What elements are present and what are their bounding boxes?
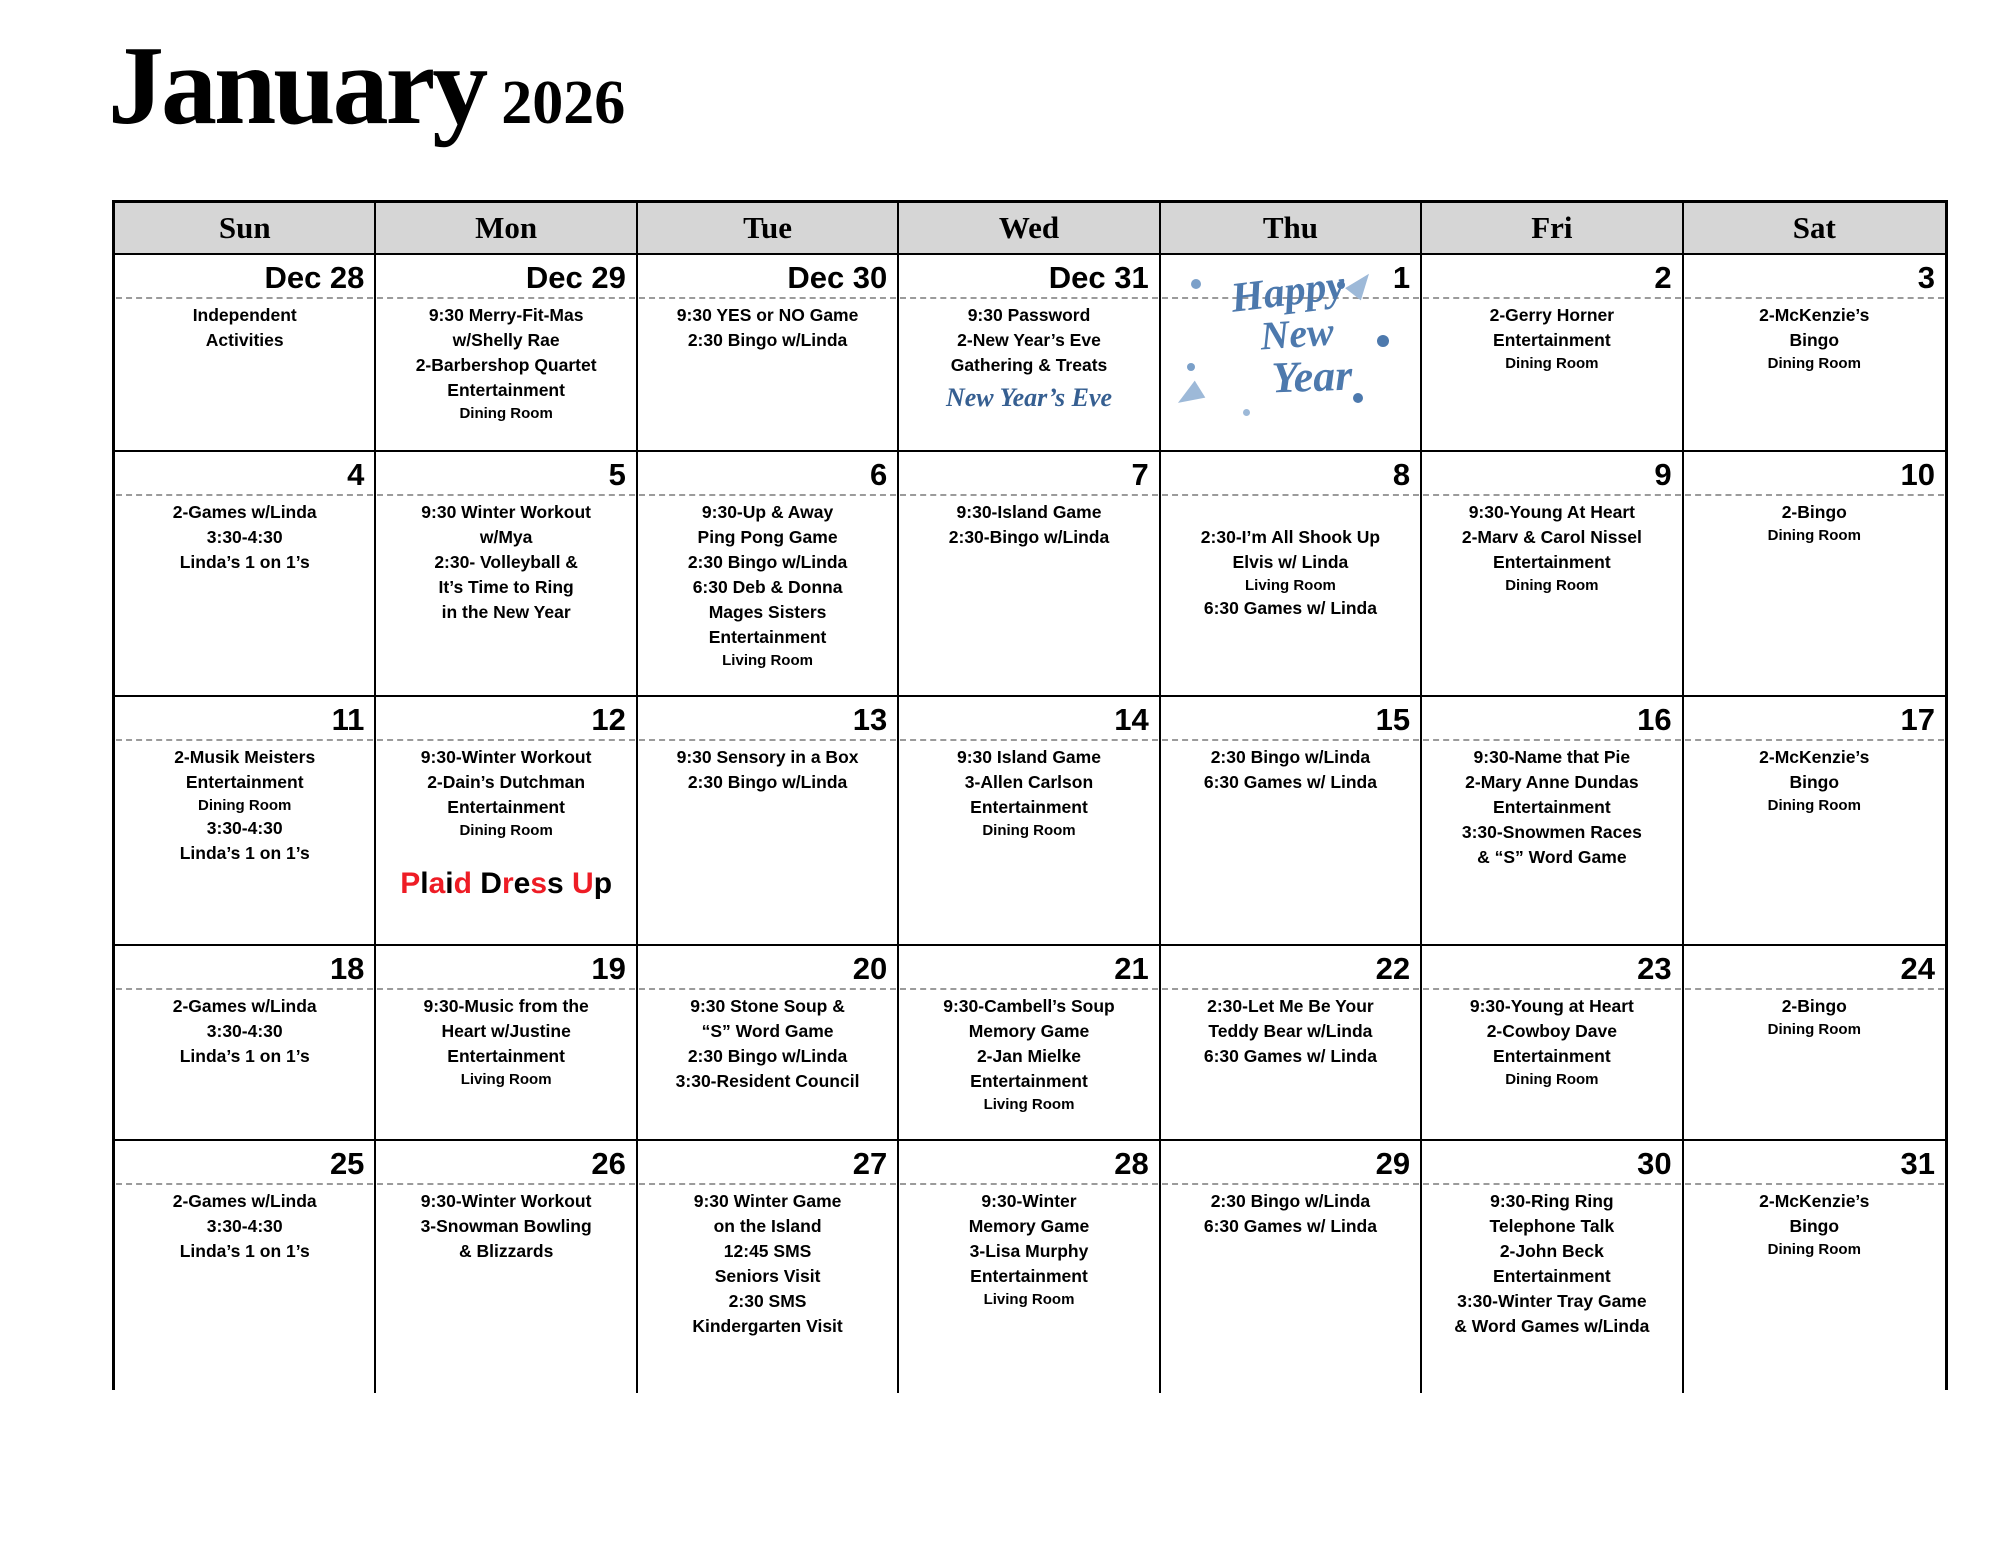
- event-line: Entertainment: [447, 380, 565, 400]
- weekday-header-wed: Wed: [899, 203, 1160, 255]
- plaid-dress-up-label: [376, 867, 635, 901]
- event-room: Living Room: [1245, 577, 1336, 594]
- day-number: 24: [1900, 951, 1935, 986]
- event-line: 6:30 Games w/ Linda: [1203, 1046, 1377, 1066]
- event-line: Bingo: [1789, 772, 1840, 792]
- event-room: Dining Room: [1767, 797, 1861, 814]
- day-number: 21: [1114, 951, 1149, 986]
- day-cell-26: [376, 1141, 637, 1393]
- day-number: 19: [591, 951, 626, 986]
- event-room: Living Room: [460, 1071, 552, 1088]
- plaid-letter: P: [400, 867, 421, 900]
- day-number: 2: [1654, 260, 1672, 295]
- confetti-dot: [1187, 363, 1195, 371]
- event-room: Dining Room: [1505, 577, 1599, 594]
- party-horn-icon: [1173, 381, 1206, 412]
- day-events: [1161, 990, 1420, 1139]
- event-line: 9:30 Island Game: [957, 747, 1101, 767]
- day-number: 30: [1637, 1146, 1672, 1181]
- day-events: [115, 496, 374, 695]
- day-events: [1684, 496, 1945, 695]
- day-cell-30: [1422, 1141, 1683, 1393]
- plaid-letter: s: [547, 867, 564, 900]
- day-cell-27: [638, 1141, 899, 1393]
- event-line: 9:30-Winter: [981, 1191, 1077, 1211]
- day-number: 22: [1375, 951, 1411, 986]
- event-line: Linda’s 1 on 1’s: [179, 1046, 310, 1066]
- day-events: [638, 990, 897, 1139]
- day-cell-23: [1422, 946, 1683, 1141]
- event-line: It’s Time to Ring: [438, 577, 574, 597]
- day-cell-5: [376, 452, 637, 697]
- day-cell-29: [1161, 1141, 1422, 1393]
- event-line: 9:30 Sensory in a Box: [676, 747, 859, 767]
- day-cell-6: [638, 452, 899, 697]
- event-line: 2-McKenzie’s: [1759, 1191, 1870, 1211]
- event-line: & “S” Word Game: [1477, 847, 1627, 867]
- event-room: Dining Room: [459, 822, 553, 839]
- event-line: 9:30 YES or NO Game: [676, 305, 859, 325]
- plaid-letter: a: [428, 867, 446, 900]
- day-number: 23: [1637, 951, 1672, 986]
- event-line: 6:30 Games w/ Linda: [1203, 1216, 1377, 1236]
- event-line: & Word Games w/Linda: [1454, 1316, 1650, 1336]
- event-line: 6:30 Games w/ Linda: [1203, 598, 1377, 618]
- day-events: [376, 496, 635, 695]
- day-number: 7: [1131, 457, 1149, 492]
- day-number: Dec 29: [525, 260, 626, 295]
- day-number: 13: [852, 702, 888, 737]
- day-events: [1422, 741, 1681, 944]
- event-line: Independent: [192, 305, 297, 325]
- day-cell-2: [1422, 255, 1683, 452]
- event-line: Entertainment: [970, 1071, 1088, 1091]
- day-events: [899, 496, 1158, 695]
- event-line: “S” Word Game: [701, 1021, 834, 1041]
- event-line: 12:45 SMS: [723, 1241, 812, 1261]
- day-cell-8: [1161, 452, 1422, 697]
- day-number: 3: [1917, 260, 1935, 295]
- weekday-header-fri: Fri: [1422, 203, 1683, 255]
- day-number: 12: [591, 702, 626, 737]
- event-line: 6:30 Deb & Donna: [692, 577, 843, 597]
- day-number: 10: [1900, 457, 1935, 492]
- day-cell-24: [1684, 946, 1945, 1141]
- day-events: [376, 299, 635, 450]
- event-line: Linda’s 1 on 1’s: [179, 843, 310, 863]
- day-cell-31: [1684, 1141, 1945, 1393]
- plaid-letter: U: [572, 867, 594, 900]
- day-number: 4: [347, 457, 365, 492]
- day-cell-19: [376, 946, 637, 1141]
- event-line: Entertainment: [185, 772, 304, 792]
- day-cell-7: [899, 452, 1160, 697]
- event-line: 9:30-Cambell’s Soup: [943, 996, 1115, 1016]
- event-line: 9:30-Island Game: [956, 502, 1102, 522]
- event-line: 3:30-Winter Tray Game: [1457, 1291, 1647, 1311]
- day-number: Dec 28: [264, 260, 365, 295]
- event-line: Entertainment: [1493, 330, 1611, 350]
- day-cell-25: [115, 1141, 376, 1393]
- event-line: Memory Game: [968, 1021, 1090, 1041]
- event-line: Heart w/Justine: [441, 1021, 571, 1041]
- event-room: Dining Room: [1767, 1241, 1861, 1258]
- event-line: 3:30-4:30: [206, 1216, 283, 1236]
- day-events: [1161, 262, 1420, 450]
- event-line: Bingo: [1789, 1216, 1840, 1236]
- event-line: Telephone Talk: [1489, 1216, 1615, 1236]
- event-line: Entertainment: [1493, 1046, 1611, 1066]
- day-events: [376, 741, 635, 944]
- day-number: 5: [608, 457, 626, 492]
- event-line: in the New Year: [441, 602, 571, 622]
- day-cell-4: [115, 452, 376, 697]
- day-events: [376, 1185, 635, 1393]
- day-events: [899, 299, 1158, 450]
- event-line: 2-Games w/Linda: [172, 502, 317, 522]
- event-line: Entertainment: [970, 1266, 1088, 1286]
- day-events: [638, 1185, 897, 1393]
- happy-new-year-word: New: [1259, 308, 1336, 359]
- event-line: 2:30 Bingo w/Linda: [1210, 1191, 1371, 1211]
- day-cell-20: [638, 946, 899, 1141]
- day-cell-9: [1422, 452, 1683, 697]
- day-events: [1422, 990, 1681, 1139]
- day-number: 14: [1114, 702, 1149, 737]
- event-line: Ping Pong Game: [697, 527, 838, 547]
- day-number: 20: [852, 951, 888, 986]
- day-cell-dec-29: [376, 255, 637, 452]
- day-events: [1161, 1185, 1420, 1393]
- happy-new-year-word: Happy: [1228, 262, 1348, 322]
- event-line: 9:30-Music from the: [423, 996, 589, 1016]
- day-events: [638, 496, 897, 695]
- day-number: 17: [1900, 702, 1935, 737]
- day-cell-3: [1684, 255, 1945, 452]
- event-line: Entertainment: [1493, 797, 1611, 817]
- event-line: Entertainment: [447, 1046, 565, 1066]
- day-events: [1684, 990, 1945, 1139]
- event-line: 6:30 Games w/ Linda: [1203, 772, 1377, 792]
- day-events: [899, 741, 1158, 944]
- event-line: Entertainment: [970, 797, 1088, 817]
- event-room: Dining Room: [1767, 1021, 1861, 1038]
- day-number: 9: [1654, 457, 1672, 492]
- event-line: 9:30-Winter Workout: [420, 1191, 592, 1211]
- day-cell-dec-30: [638, 255, 899, 452]
- event-room: Dining Room: [1767, 527, 1861, 544]
- day-events: [1422, 299, 1681, 450]
- event-line: 9:30-Young at Heart: [1469, 996, 1634, 1016]
- day-cell-12: [376, 697, 637, 946]
- day-number: 29: [1375, 1146, 1411, 1181]
- event-line: 9:30-Name that Pie: [1473, 747, 1631, 767]
- event-line: 9:30-Up & Away: [701, 502, 834, 522]
- calendar-title: [108, 24, 626, 148]
- event-line: 3:30-4:30: [206, 1021, 283, 1041]
- plaid-letter: D: [480, 867, 502, 900]
- day-cell-22: [1161, 946, 1422, 1141]
- plaid-letter: p: [593, 867, 613, 900]
- event-line: 9:30-Young At Heart: [1468, 502, 1635, 522]
- plaid-letter: l: [420, 867, 429, 900]
- day-cell-16: [1422, 697, 1683, 946]
- day-events: [899, 1185, 1158, 1393]
- event-line: 2-Jan Mielke: [976, 1046, 1082, 1066]
- day-number: 26: [591, 1146, 626, 1181]
- event-line: 2:30 Bingo w/Linda: [687, 552, 848, 572]
- holiday-label: New Year’s Eve: [945, 383, 1113, 412]
- event-line: on the Island: [713, 1216, 822, 1236]
- event-room: Dining Room: [198, 797, 292, 814]
- happy-new-year-word: Year: [1271, 350, 1354, 403]
- day-number: 18: [329, 951, 365, 986]
- day-cell-15: [1161, 697, 1422, 946]
- event-line: & Blizzards: [458, 1241, 554, 1261]
- event-room: Dining Room: [982, 822, 1076, 839]
- event-line: 3:30-Snowmen Races: [1461, 822, 1642, 842]
- event-line: 9:30-Ring Ring: [1490, 1191, 1614, 1211]
- event-line: 9:30 Winter Workout: [421, 502, 591, 522]
- day-number: 31: [1900, 1146, 1935, 1181]
- event-line: 3-Snowman Bowling: [420, 1216, 592, 1236]
- event-line: 2-Bingo: [1781, 996, 1847, 1016]
- day-number: 11: [331, 702, 365, 737]
- day-events: [1684, 741, 1945, 944]
- weekday-header-sun: Sun: [115, 203, 376, 255]
- day-events: [115, 741, 374, 944]
- day-cell-1: [1161, 255, 1422, 452]
- day-events: [376, 990, 635, 1139]
- day-number: Dec 31: [1048, 260, 1149, 295]
- event-line: Bingo: [1789, 330, 1840, 350]
- event-line: 2-New Year’s Eve: [957, 330, 1101, 350]
- event-line: Linda’s 1 on 1’s: [179, 552, 310, 572]
- event-line: 3:30-4:30: [206, 527, 283, 547]
- day-events: [638, 741, 897, 944]
- day-events: [1161, 496, 1420, 695]
- event-line: 2:30 Bingo w/Linda: [687, 330, 848, 350]
- event-line: Elvis w/ Linda: [1232, 552, 1349, 572]
- event-line: w/Mya: [479, 527, 533, 547]
- event-line: Memory Game: [968, 1216, 1090, 1236]
- spacer: [1161, 500, 1420, 525]
- day-number: Dec 30: [787, 260, 888, 295]
- event-line: 9:30 Merry-Fit-Mas: [428, 305, 584, 325]
- event-line: Linda’s 1 on 1’s: [179, 1241, 310, 1261]
- event-room: Living Room: [983, 1096, 1075, 1113]
- event-line: 2-McKenzie’s: [1759, 747, 1870, 767]
- calendar-grid: [112, 200, 1948, 1390]
- event-line: Mages Sisters: [708, 602, 827, 622]
- day-cell-28: [899, 1141, 1160, 1393]
- day-cell-10: [1684, 452, 1945, 697]
- plaid-letter: [564, 867, 572, 900]
- event-line: 9:30 Password: [967, 305, 1091, 325]
- event-line: Entertainment: [708, 627, 827, 647]
- confetti-dot: [1243, 409, 1250, 416]
- day-events: [1684, 299, 1945, 450]
- plaid-letter: s: [530, 867, 548, 900]
- event-line: 2:30 Bingo w/Linda: [1210, 747, 1371, 767]
- event-line: 2:30-Bingo w/Linda: [948, 527, 1110, 547]
- day-events: [115, 990, 374, 1139]
- event-line: w/Shelly Rae: [452, 330, 560, 350]
- event-line: 2-Bingo: [1781, 502, 1847, 522]
- event-line: 2-Games w/Linda: [172, 996, 317, 1016]
- day-events: [638, 299, 897, 450]
- day-events: [1422, 496, 1681, 695]
- event-room: Living Room: [722, 652, 813, 669]
- day-cell-11: [115, 697, 376, 946]
- plaid-letter: d: [453, 867, 472, 900]
- day-number: 28: [1114, 1146, 1149, 1181]
- day-events: [1161, 741, 1420, 944]
- day-number: 27: [852, 1146, 888, 1181]
- event-line: 2-McKenzie’s: [1759, 305, 1870, 325]
- event-line: Activities: [205, 330, 284, 350]
- event-line: 2:30 SMS: [728, 1291, 807, 1311]
- event-line: 2:30- Volleyball &: [434, 552, 578, 572]
- day-number: 6: [870, 457, 888, 492]
- event-line: 3:30-4:30: [206, 818, 283, 838]
- event-line: 9:30 Stone Soup &: [690, 996, 845, 1016]
- day-cell-18: [115, 946, 376, 1141]
- day-cell-dec-31: [899, 255, 1160, 452]
- event-line: 2-Gerry Horner: [1489, 305, 1615, 325]
- weekday-header-mon: Mon: [376, 203, 637, 255]
- day-events: [1684, 1185, 1945, 1393]
- event-line: 2-Mary Anne Dundas: [1465, 772, 1639, 792]
- weekday-header-sat: Sat: [1684, 203, 1945, 255]
- year-label: 2026: [501, 69, 626, 137]
- event-line: 2-Cowboy Dave: [1486, 1021, 1617, 1041]
- day-number: 15: [1375, 702, 1411, 737]
- event-line: 2:30 Bingo w/Linda: [687, 772, 848, 792]
- plaid-letter: r: [501, 867, 514, 900]
- day-cell-21: [899, 946, 1160, 1141]
- day-events: [1422, 1185, 1681, 1393]
- event-line: 2-Marv & Carol Nissel: [1461, 527, 1642, 547]
- day-events: [115, 1185, 374, 1393]
- event-line: Seniors Visit: [714, 1266, 821, 1286]
- day-number: 1: [1392, 260, 1411, 295]
- event-line: Teddy Bear w/Linda: [1208, 1021, 1373, 1041]
- event-room: Dining Room: [1505, 1071, 1599, 1088]
- event-line: 3-Lisa Murphy: [969, 1241, 1089, 1261]
- day-cell-14: [899, 697, 1160, 946]
- event-line: 2:30-I’m All Shook Up: [1200, 527, 1381, 547]
- event-line: 3:30-Resident Council: [675, 1071, 860, 1091]
- plaid-letter: e: [513, 867, 531, 900]
- event-line: 2-Barbershop Quartet: [415, 355, 597, 375]
- event-line: 2-Dain’s Dutchman: [427, 772, 586, 792]
- event-line: 2-Games w/Linda: [172, 1191, 317, 1211]
- event-line: Entertainment: [1493, 552, 1611, 572]
- event-line: 3-Allen Carlson: [964, 772, 1094, 792]
- event-line: 9:30-Winter Workout: [420, 747, 592, 767]
- day-number: 16: [1637, 702, 1672, 737]
- day-cell-dec-28: [115, 255, 376, 452]
- event-line: Entertainment: [1493, 1266, 1611, 1286]
- day-number: 8: [1392, 457, 1411, 492]
- event-line: Gathering & Treats: [950, 355, 1108, 375]
- event-room: Dining Room: [459, 405, 553, 422]
- weekday-header-tue: Tue: [638, 203, 899, 255]
- day-cell-17: [1684, 697, 1945, 946]
- event-line: Entertainment: [447, 797, 565, 817]
- happy-new-year-image: [1185, 262, 1395, 426]
- plaid-letter: i: [445, 867, 454, 900]
- event-room: Dining Room: [1505, 355, 1599, 372]
- event-room: Dining Room: [1767, 355, 1861, 372]
- day-cell-13: [638, 697, 899, 946]
- event-line: 9:30 Winter Game: [693, 1191, 842, 1211]
- month-label: January: [108, 24, 486, 148]
- day-events: [899, 990, 1158, 1139]
- event-room: Living Room: [983, 1291, 1075, 1308]
- event-line: 2-Musik Meisters: [174, 747, 316, 767]
- event-line: 2-John Beck: [1499, 1241, 1604, 1261]
- event-line: 2:30 Bingo w/Linda: [687, 1046, 848, 1066]
- event-line: 2:30-Let Me Be Your: [1207, 996, 1374, 1016]
- event-line: Kindergarten Visit: [692, 1316, 843, 1336]
- weekday-header-thu: Thu: [1161, 203, 1422, 255]
- day-number: 25: [329, 1146, 365, 1181]
- day-events: [115, 299, 374, 450]
